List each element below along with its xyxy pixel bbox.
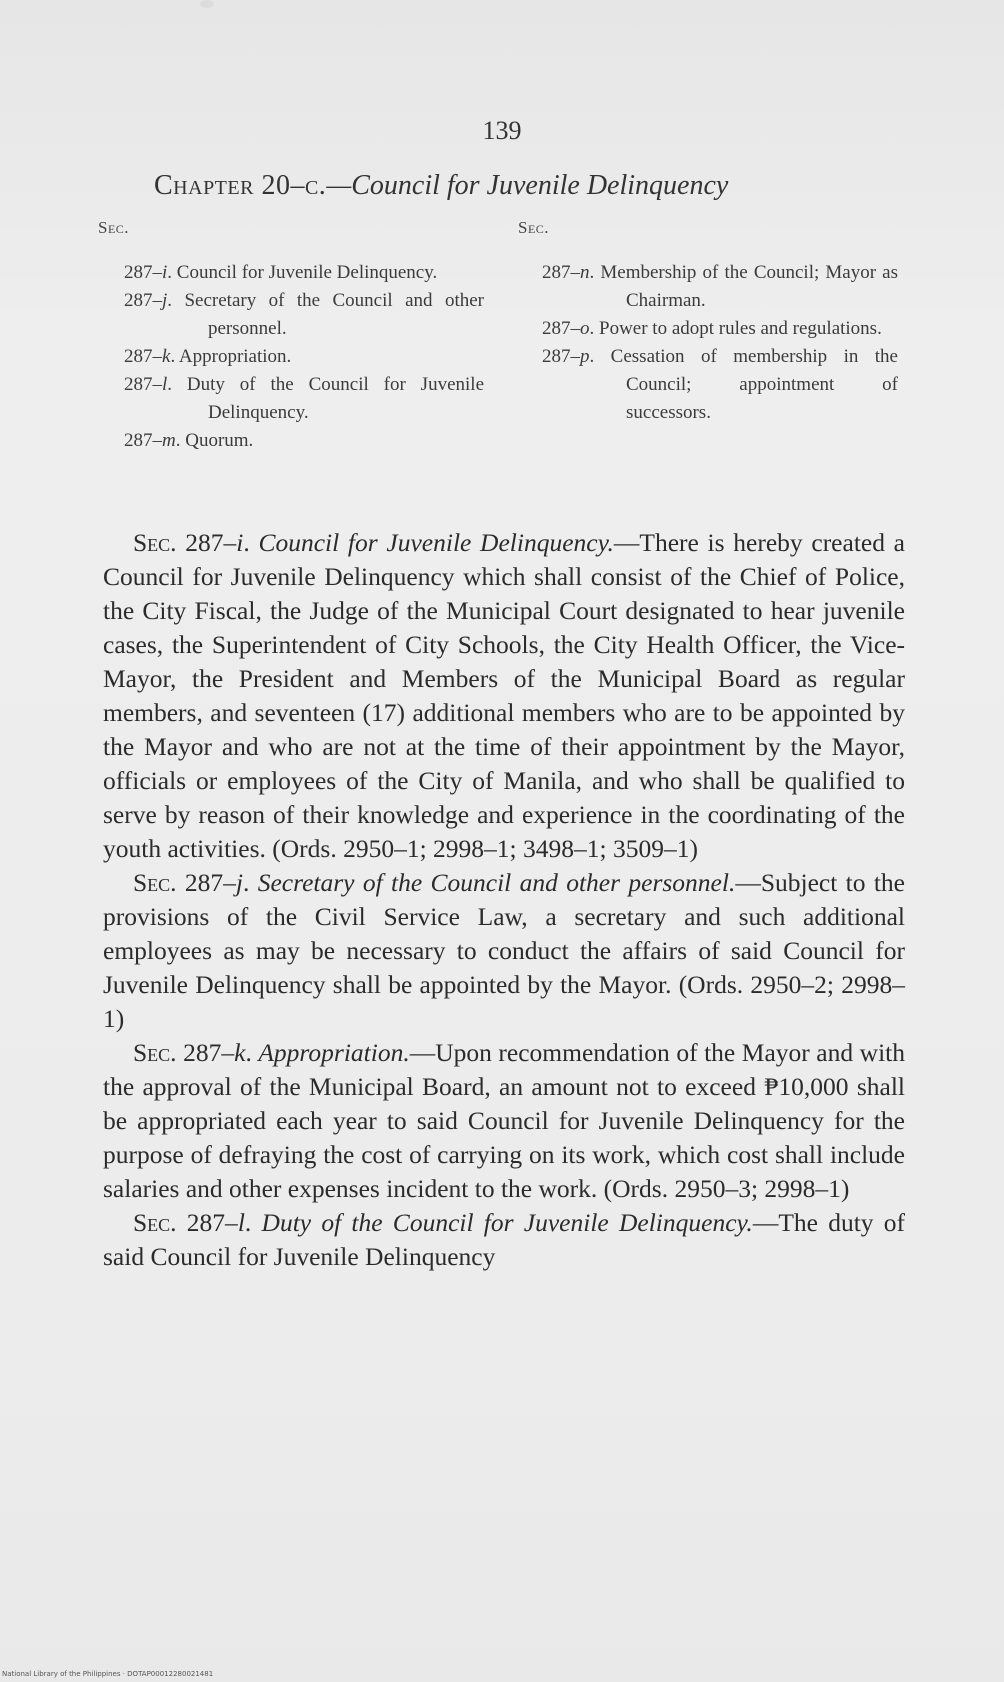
toc-entry-text: Membership of the Council; Mayor as Chairman.: [600, 262, 898, 311]
toc-entry-text: Duty of the Council for Juvenile Delinquency.: [186, 374, 484, 423]
section-body: [103, 526, 905, 1274]
toc-entry: 287–m. Quorum.: [124, 430, 254, 451]
section-heading: Appropriation.: [258, 1038, 410, 1067]
toc-entry-text: Cessation of membership in the Council; appointment of successors.: [610, 346, 898, 423]
scan-footer: National Library of the Philippines · DOTAP00012280021481: [2, 1670, 214, 1678]
toc-entry-text: Secretary of the Council and other personnel.: [184, 290, 484, 339]
toc-entry-num: 287–: [542, 318, 580, 339]
toc-entry-letter: l: [162, 374, 168, 395]
section-paragraph: Sec. 287–l. Duty of the Council for Juvenile Delinquency.—The duty of said Council for Juvenile Delinquency: [103, 1208, 906, 1271]
section-heading: Council for Juvenile Delinquency.: [258, 528, 614, 557]
toc-entry: 287–l. Duty of the Council for Juvenile Delinquency.: [124, 374, 484, 423]
chapter-title: [154, 170, 854, 202]
section-letter: i: [236, 528, 244, 557]
section-number: Sec. 287–: [133, 868, 236, 897]
toc-entry-num: 287–: [124, 430, 162, 451]
toc-entry-text: Quorum.: [185, 430, 254, 451]
section-number: Sec. 287–: [133, 528, 237, 557]
toc-sec-label-left: Sec.: [98, 218, 130, 237]
page-number: 139: [482, 116, 522, 145]
section-text: —There is hereby created a Council for Juvenile Delinquency which shall consist of the Chief of Police, the City Fiscal, the Judge of the Municipal Court designated to hear juvenile cases, the Superintendent of City Schools, the City Health Officer, the Vice-Mayor, the President and Members of the Municipal Board as regular members, and seventeen (17) additional members who are to be appointed by the Mayor and who are not at the time of their appointment by the Mayor, officials or employees of the City of Manila, and who shall be qualified to serve by reason of their knowledge and experience in the coordinating of the youth activities. (Ords. 2950–1; 2998–1; 3498–1; 3509–1): [103, 528, 906, 863]
toc-entry: 287–o. Power to adopt rules and regulations.: [542, 318, 882, 339]
toc-entry-text: Power to adopt rules and regulations.: [599, 318, 882, 339]
toc-entry-letter: j: [162, 290, 168, 311]
section-paragraph: Sec. 287–i. Council for Juvenile Delinquency.—There is hereby created a Council for Juvenile Delinquency which shall consist of the Chief of Police, the City Fiscal, the Judge of the Municipal Court designated to hear juvenile cases, the Superintendent of City Schools, the City Health Officer, the Vice-Mayor, the President and Members of the Municipal Board as regular members, and seventeen (17) additional members who are to be appointed by the Mayor and who are not at the time of their appointment by the Mayor, officials or employees of the City of Manila, and who shall be qualified to serve by reason of their knowledge and experience in the coordinating of the youth activities. (Ords. 2950–1; 2998–1; 3498–1; 3509–1): [103, 528, 906, 863]
toc-entry: 287–i. Council for Juvenile Delinquency.: [124, 262, 438, 283]
section-paragraph: Sec. 287–k. Appropriation.—Upon recommendation of the Mayor and with the approval of the Municipal Board, an amount not to exceed ₱10,000 shall be appropriated each year to said Council for Juvenile Delinquency for the purpose of defraying the cost of carrying on its work, which cost shall include salaries and other expenses incident to the work. (Ords. 2950–3; 2998–1): [103, 1038, 906, 1203]
section-letter: j: [235, 868, 243, 897]
toc-entry-num: 287–: [124, 290, 162, 311]
toc-entry-letter: k: [162, 346, 171, 367]
toc-entry-letter: o: [580, 318, 590, 339]
toc-entry-num: 287–: [542, 262, 580, 283]
section-text: —Subject to the provisions of the Civil Service Law, a secretary and such additional employees as may be necessary to conduct the affairs of said Council for Juvenile Delinquency shall be appointed by the Mayor. (Ords. 2950–2; 2998–1): [103, 868, 905, 1033]
toc-entry-num: 287–: [124, 346, 162, 367]
toc-entry: 287–j. Secretary of the Council and other personnel.: [124, 290, 484, 339]
toc-entry: 287–p. Cessation of membership in the Council; appointment of successors.: [542, 346, 898, 423]
section-number: Sec. 287–: [133, 1038, 235, 1067]
toc-sec-label-right: Sec.: [518, 218, 550, 237]
section-heading: Duty of the Council for Juvenile Delinquency.: [261, 1208, 753, 1237]
toc-entry-letter: n: [580, 262, 590, 283]
toc-left-column: [124, 259, 484, 455]
toc-entry: 287–k. Appropriation.: [124, 346, 292, 367]
toc-entry: 287–n. Membership of the Council; Mayor as Chairman.: [542, 262, 898, 311]
chapter-name: —Council for Juvenile Delinquency: [326, 170, 729, 201]
toc-entry-text: Council for Juvenile Delinquency.: [176, 262, 438, 283]
toc-entry-letter: p: [580, 346, 590, 367]
section-heading: Secretary of the Council and other personnel.: [257, 868, 736, 897]
toc-entry-letter: i: [162, 262, 168, 283]
toc-entry-letter: m: [162, 430, 176, 451]
section-text: —The duty of said Council for Juvenile Delinquency: [103, 1208, 906, 1271]
toc-entry-text: Appropriation.: [178, 346, 292, 367]
toc-right-column: [542, 259, 898, 427]
toc-entry-num: 287–: [124, 262, 162, 283]
section-text: —Upon recommendation of the Mayor and with the approval of the Municipal Board, an amount not to exceed ₱10,000 shall be appropriated each year to said Council for Juvenile Delinquency for the purpose of defraying the cost of carrying on its work, which cost shall include salaries and other expenses incident to the work. (Ords. 2950–3; 2998–1): [103, 1038, 906, 1203]
toc-entry-num: 287–: [124, 374, 162, 395]
chapter-prefix: Chapter 20–c.: [154, 170, 327, 201]
section-letter: l: [237, 1208, 245, 1237]
toc-entry-num: 287–: [542, 346, 580, 367]
scan-smudge: [200, 0, 214, 8]
section-letter: k: [234, 1038, 246, 1067]
section-paragraph: Sec. 287–j. Secretary of the Council and other personnel.—Subject to the provisions of the Civil Service Law, a secretary and such additional employees as may be necessary to conduct the affairs of said Council for Juvenile Delinquency shall be appointed by the Mayor. (Ords. 2950–2; 2998–1): [103, 868, 905, 1033]
section-number: Sec. 287–: [133, 1208, 238, 1237]
